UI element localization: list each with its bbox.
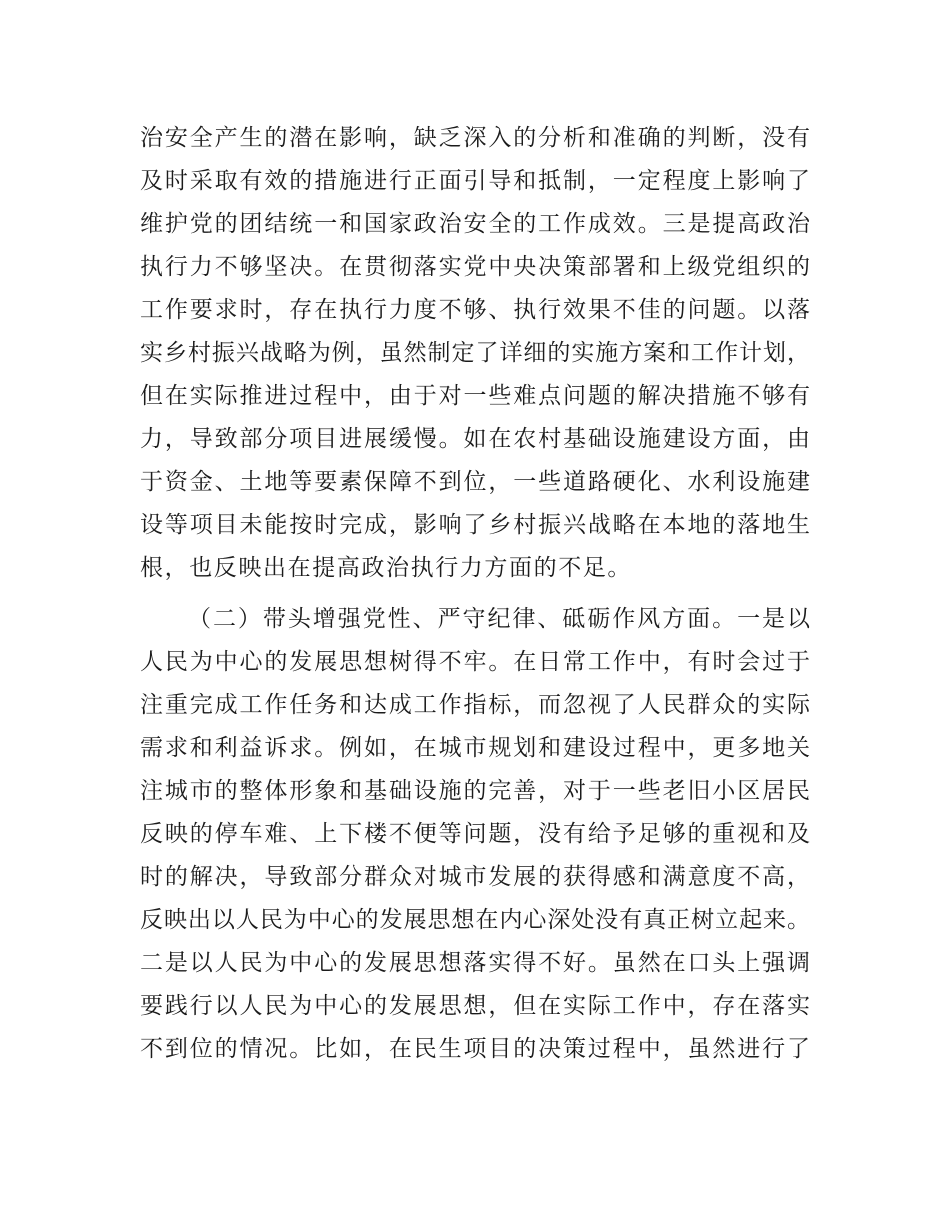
text-line: 及时采取有效的措施进行正面引导和抵制，一定程度上影响了	[140, 168, 810, 193]
text-line: 根，也反映出在提高政治执行力方面的不足。	[140, 555, 632, 580]
paragraph	[140, 116, 810, 589]
paragraph	[140, 597, 810, 1070]
text-line: 需求和利益诉求。例如，在城市规划和建设过程中，更多地关	[140, 735, 810, 760]
text-line: 不到位的情况。比如，在民生项目的决策过程中，虽然进行了	[140, 1036, 810, 1061]
text-line: 设等项目未能按时完成，影响了乡村振兴战略在本地的落地生	[140, 512, 810, 537]
text-line: 力，导致部分项目进展缓慢。如在农村基础设施建设方面，由	[140, 426, 810, 451]
text-line: 要践行以人民为中心的发展思想，但在实际工作中，存在落实	[140, 993, 810, 1018]
text-line: 但在实际推进过程中，由于对一些难点问题的解决措施不够有	[140, 383, 810, 408]
text-line: 人民为中心的发展思想树得不牢。在日常工作中，有时会过于	[140, 649, 810, 674]
text-line: 反映的停车难、上下楼不便等问题，没有给予足够的重视和及	[140, 821, 810, 846]
text-line: 反映出以人民为中心的发展思想在内心深处没有真正树立起来。	[140, 907, 810, 932]
text-line: 时的解决，导致部分群众对城市发展的获得感和满意度不高，	[140, 864, 810, 889]
text-line: 执行力不够坚决。在贯彻落实党中央决策部署和上级党组织的	[140, 254, 810, 279]
text-line: （二）带头增强党性、严守纪律、砥砺作风方面。一是以	[188, 606, 810, 631]
text-line: 工作要求时，存在执行力度不够、执行效果不佳的问题。以落	[140, 297, 810, 322]
text-line: 实乡村振兴战略为例，虽然制定了详细的实施方案和工作计划，	[140, 340, 810, 365]
text-line: 注城市的整体形象和基础设施的完善，对于一些老旧小区居民	[140, 778, 810, 803]
text-line: 于资金、土地等要素保障不到位，一些道路硬化、水利设施建	[140, 469, 810, 494]
text-line: 注重完成工作任务和达成工作指标，而忽视了人民群众的实际	[140, 692, 810, 717]
text-line: 二是以人民为中心的发展思想落实得不好。虽然在口头上强调	[140, 950, 810, 975]
text-line: 维护党的团结统一和国家政治安全的工作成效。三是提高政治	[140, 211, 810, 236]
text-line: 治安全产生的潜在影响，缺乏深入的分析和准确的判断，没有	[140, 125, 810, 150]
